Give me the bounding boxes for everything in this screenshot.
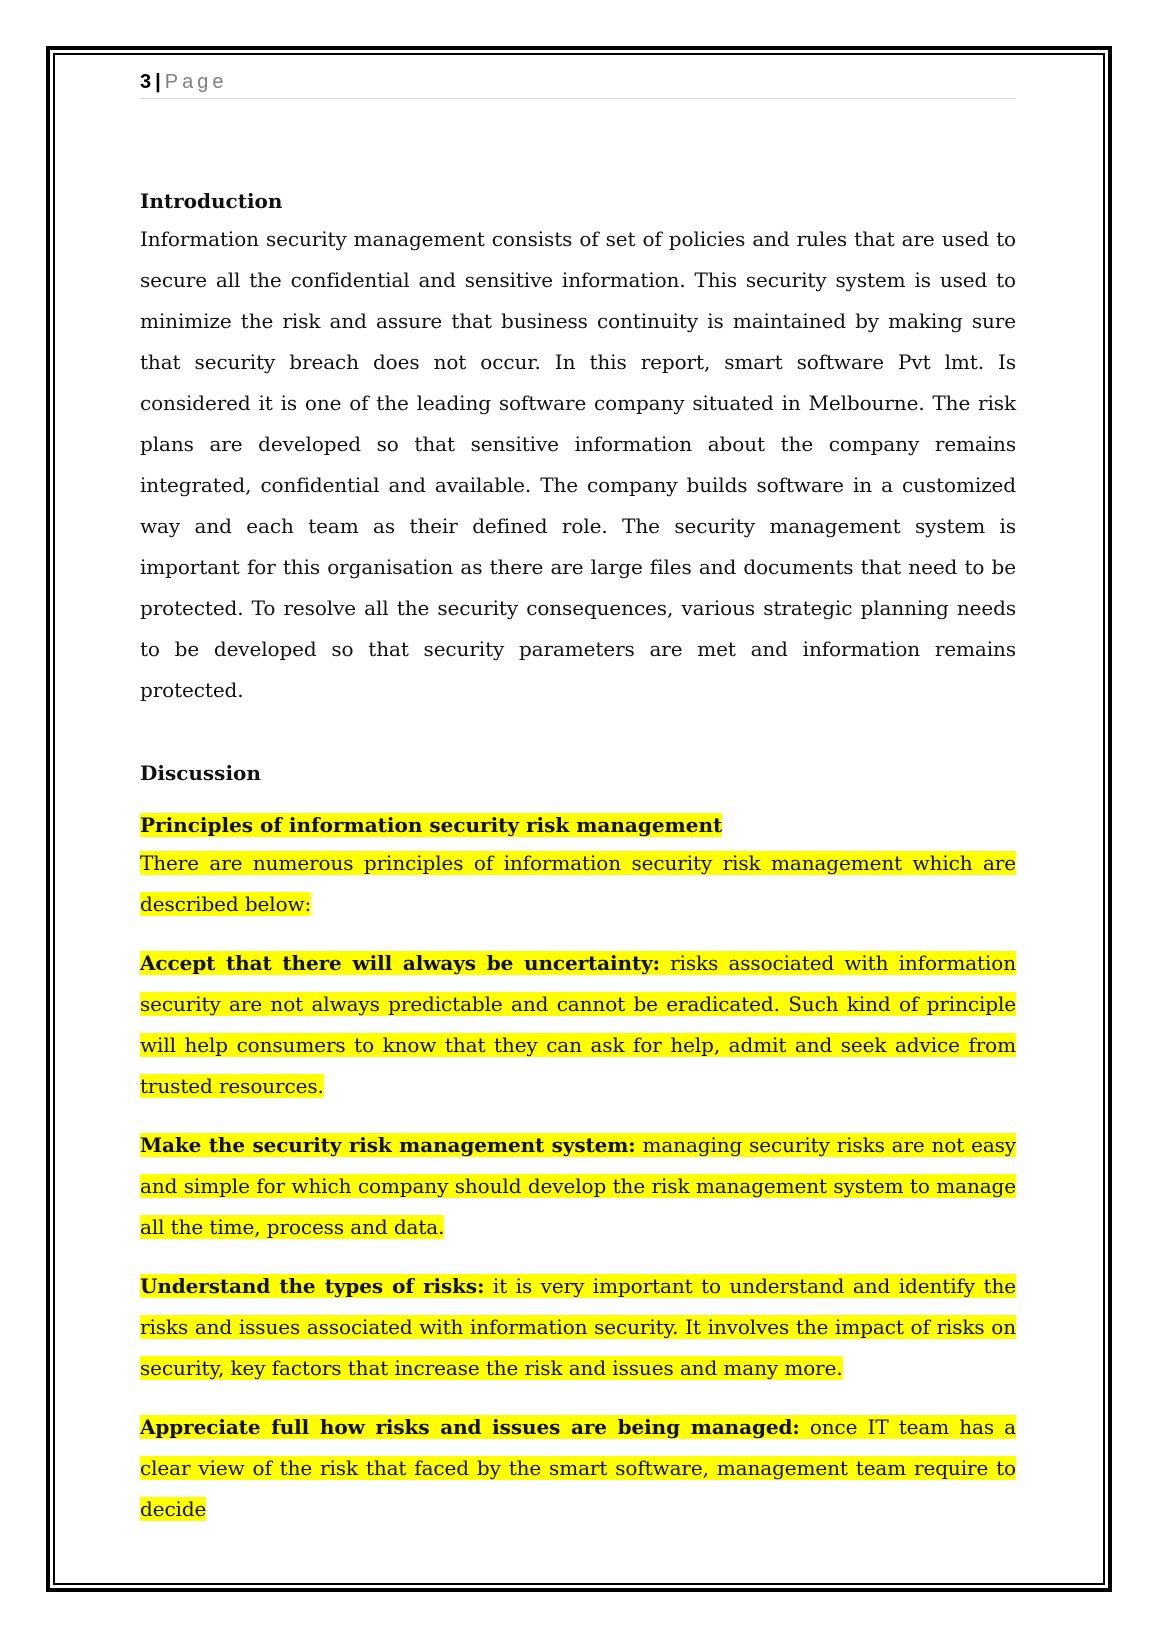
principles-intro-text: There are numerous principles of information security risk management which are described below:: [140, 851, 1016, 916]
principle-item-uncertainty: [140, 943, 1016, 1107]
principle-lead: Appreciate full how risks and issues are being managed:: [140, 1415, 800, 1439]
principles-heading-text: Principles of information security risk management: [140, 813, 723, 837]
introduction-heading: Introduction: [140, 189, 283, 213]
principle-item-types: [140, 1266, 1016, 1389]
principle-lead: Make the security risk management system:: [140, 1133, 636, 1157]
principles-heading: [140, 807, 1016, 843]
principle-lead: Accept that there will always be uncertainty:: [140, 951, 660, 975]
principle-lead: Understand the types of risks:: [140, 1274, 485, 1298]
page-header: [140, 70, 1016, 99]
principle-text: once IT team has a clear view of the risk that faced by the smart software, management team require to decide: [140, 1415, 1017, 1521]
page-word: Page: [164, 71, 228, 93]
document-body: [140, 183, 1016, 1530]
principle-text: it is very important to understand and identify the risks and issues associated with information security. It involves the impact of risks on security, key factors that increase the risk and issues and many more.: [140, 1274, 1016, 1380]
introduction-paragraph: Information security management consists of set of policies and rules that are used to secure all the confidential and sensitive information. This security system is used to minimize the risk and assure that business continuity is maintained by making sure that security breach does not occur. In this report, smart software Pvt lmt. Is considered it is one of the leading software company situated in Melbourne. The risk plans are developed so that sensitive information about the company remains integrated, confidential and available. The company builds software in a customized way and each team as their defined role. The security management system is important for this organisation as there are large files and documents that need to be protected. To resolve all the security consequences, various strategic planning needs to be developed so that security parameters are met and information remains protected.: [140, 227, 1016, 702]
page-number: 3: [140, 71, 152, 93]
principles-intro: [140, 843, 1016, 925]
page-separator: |: [155, 71, 161, 93]
principle-text: managing security risks are not easy and simple for which company should develop the risk management system to manage all the time, process and data.: [140, 1133, 1017, 1239]
principle-text: risks associated with information security are not always predictable and cannot be eradicated. Such kind of principle will help consumers to know that they can ask for help, admit and seek advice from trusted resources.: [140, 951, 1016, 1098]
discussion-heading: Discussion: [140, 761, 261, 785]
principle-item-managed: [140, 1407, 1016, 1530]
principle-item-system: [140, 1125, 1016, 1248]
